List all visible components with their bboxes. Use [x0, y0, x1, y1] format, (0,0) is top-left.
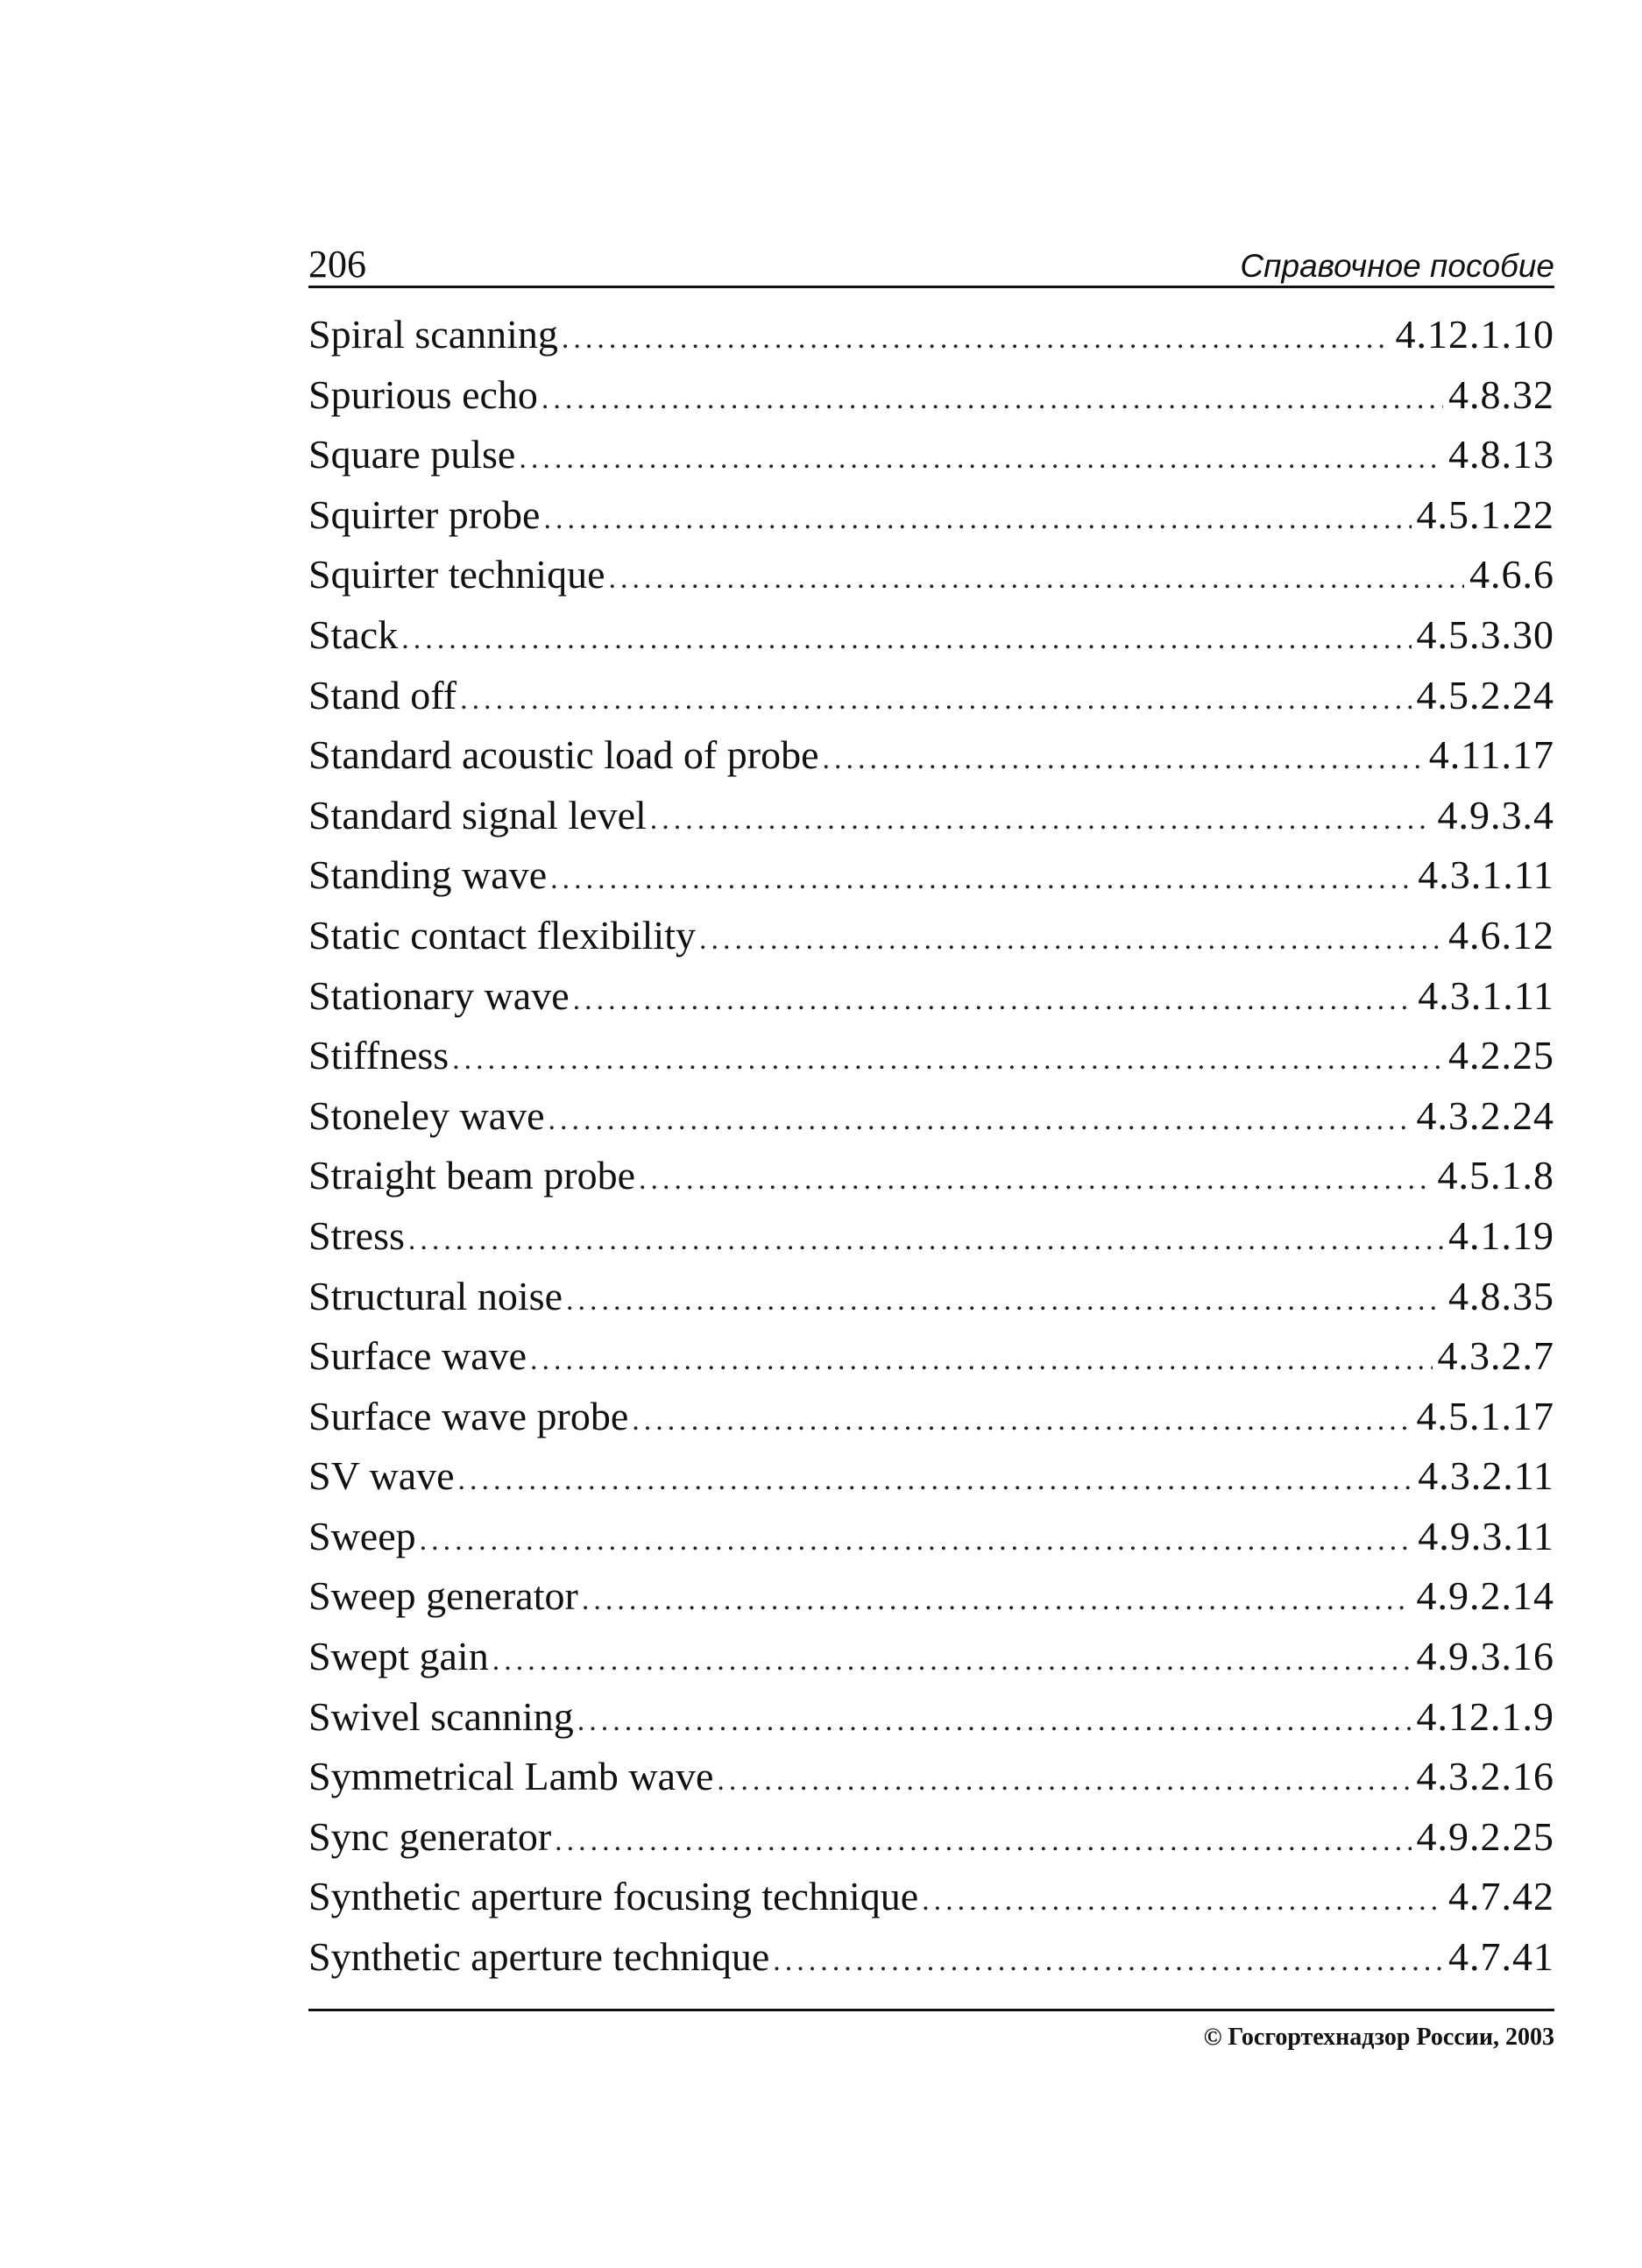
leader-dots [458, 1451, 1413, 1511]
section-reference: 4.8.13 [1448, 432, 1554, 477]
section-reference: 4.8.32 [1448, 371, 1554, 417]
leader-dots [420, 1511, 1413, 1572]
index-entry [308, 545, 1554, 605]
leader-dots [555, 1812, 1411, 1872]
section-reference: 4.8.35 [1448, 1273, 1554, 1318]
footer-rule [308, 2009, 1554, 2011]
section-reference: 4.3.2.11 [1418, 1453, 1554, 1499]
index-term: Square pulse [308, 432, 516, 477]
index-entry [308, 1326, 1554, 1387]
index-term: Static contact flexibility [308, 912, 696, 957]
index-term: Synthetic aperture technique [308, 1934, 770, 1980]
index-entry [308, 1146, 1554, 1206]
leader-dots [699, 910, 1443, 971]
leader-dots [401, 610, 1411, 670]
section-reference: 4.5.3.30 [1416, 611, 1554, 657]
index-entry [308, 1807, 1554, 1868]
leader-dots [562, 309, 1391, 370]
index-term: Stress [308, 1212, 405, 1258]
leader-dots [573, 971, 1413, 1031]
section-reference: 4.9.3.11 [1418, 1513, 1554, 1558]
index-entry [308, 786, 1554, 846]
leader-dots [639, 1150, 1432, 1211]
index-term: Stack [308, 611, 399, 657]
index-term: SV wave [308, 1453, 455, 1499]
section-reference: 4.12.1.10 [1395, 312, 1554, 357]
section-reference: 4.9.3.16 [1416, 1634, 1554, 1679]
index-entry [308, 1627, 1554, 1687]
index-entry [308, 425, 1554, 485]
index-term: Stoneley wave [308, 1092, 545, 1138]
index-term: Sync generator [308, 1813, 552, 1859]
index-term: Standard signal level [308, 792, 647, 837]
leader-dots [549, 1091, 1412, 1151]
index-term: Surface wave [308, 1333, 527, 1379]
section-reference: 4.1.19 [1448, 1212, 1554, 1258]
leader-dots [543, 490, 1411, 550]
section-reference: 4.3.2.7 [1437, 1333, 1554, 1379]
index-entry [308, 1446, 1554, 1507]
section-reference: 4.7.42 [1448, 1874, 1554, 1919]
leader-dots [566, 1271, 1443, 1332]
leader-dots [530, 1331, 1432, 1391]
index-entry [308, 1566, 1554, 1627]
index-entry [308, 1387, 1554, 1447]
index-term: Swept gain [308, 1634, 489, 1679]
section-reference: 4.5.1.17 [1416, 1393, 1554, 1438]
index-entry [308, 1927, 1554, 1988]
section-reference: 4.3.1.11 [1418, 972, 1554, 1018]
page-header [308, 238, 1554, 288]
section-reference: 4.5.2.24 [1416, 672, 1554, 717]
leader-dots [632, 1391, 1411, 1452]
leader-dots [773, 1932, 1443, 1992]
leader-dots [460, 670, 1411, 731]
index-entry [308, 1747, 1554, 1807]
section-reference: 4.11.17 [1428, 732, 1554, 778]
index-entry [308, 966, 1554, 1027]
index-term: Sweep generator [308, 1573, 578, 1619]
section-reference: 4.5.1.22 [1416, 491, 1554, 537]
copyright-notice: © Госгортехнадзор России, 2003 [1203, 2024, 1554, 2051]
index-entry [308, 1086, 1554, 1147]
section-reference: 4.9.3.4 [1437, 792, 1554, 837]
index-entry [308, 906, 1554, 966]
index-term: Stiffness [308, 1033, 449, 1078]
section-reference: 4.3.1.11 [1418, 852, 1554, 898]
index-term: Squirter probe [308, 491, 541, 537]
leader-dots [822, 730, 1423, 790]
leader-dots [550, 850, 1412, 910]
leader-dots [452, 1030, 1443, 1091]
section-reference: 4.12.1.9 [1416, 1693, 1554, 1739]
index-term: Squirter technique [308, 552, 605, 597]
section-reference: 4.6.12 [1448, 912, 1554, 957]
index-entry [308, 1507, 1554, 1567]
page-number: 206 [308, 243, 366, 286]
index-entry [308, 1687, 1554, 1748]
index-entry [308, 365, 1554, 426]
leader-dots [609, 549, 1464, 610]
section-reference: 4.2.25 [1448, 1033, 1554, 1078]
index-term: Stationary wave [308, 972, 570, 1018]
index-entry [308, 305, 1554, 365]
index-term: Standard acoustic load of probe [308, 732, 819, 778]
section-reference: 4.3.2.24 [1416, 1092, 1554, 1138]
leader-dots [492, 1631, 1412, 1692]
index-entry [308, 1206, 1554, 1267]
index-entry [308, 725, 1554, 786]
index-term: Symmetrical Lamb wave [308, 1754, 714, 1799]
leader-dots [577, 1692, 1412, 1752]
section-reference: 4.3.2.16 [1416, 1754, 1554, 1799]
section-reference: 4.6.6 [1469, 552, 1554, 597]
leader-dots [717, 1751, 1411, 1812]
index-entry [308, 605, 1554, 666]
running-title: Справочное пособие [1240, 248, 1554, 284]
leader-dots [582, 1571, 1412, 1631]
index-term: Straight beam probe [308, 1153, 636, 1198]
index-entry [308, 1026, 1554, 1086]
index-list [308, 305, 1554, 1988]
leader-dots [650, 790, 1433, 851]
index-term: Swivel scanning [308, 1693, 574, 1739]
index-term: Surface wave probe [308, 1393, 629, 1438]
leader-dots [519, 429, 1443, 490]
leader-dots [541, 370, 1443, 430]
section-reference: 4.7.41 [1448, 1934, 1554, 1980]
leader-dots [408, 1211, 1443, 1271]
index-term: Spurious echo [308, 371, 538, 417]
index-term: Synthetic aperture focusing technique [308, 1874, 919, 1919]
index-term: Structural noise [308, 1273, 563, 1318]
section-reference: 4.9.2.25 [1416, 1813, 1554, 1859]
index-term: Standing wave [308, 852, 548, 898]
index-term: Stand off [308, 672, 457, 717]
index-entry [308, 845, 1554, 906]
index-entry [308, 485, 1554, 546]
section-reference: 4.9.2.14 [1416, 1573, 1554, 1619]
section-reference: 4.5.1.8 [1437, 1153, 1554, 1198]
index-entry [308, 1267, 1554, 1327]
index-entry [308, 666, 1554, 726]
index-term: Sweep [308, 1513, 416, 1558]
index-term: Spiral scanning [308, 312, 558, 357]
index-entry [308, 1867, 1554, 1927]
leader-dots [922, 1871, 1443, 1932]
